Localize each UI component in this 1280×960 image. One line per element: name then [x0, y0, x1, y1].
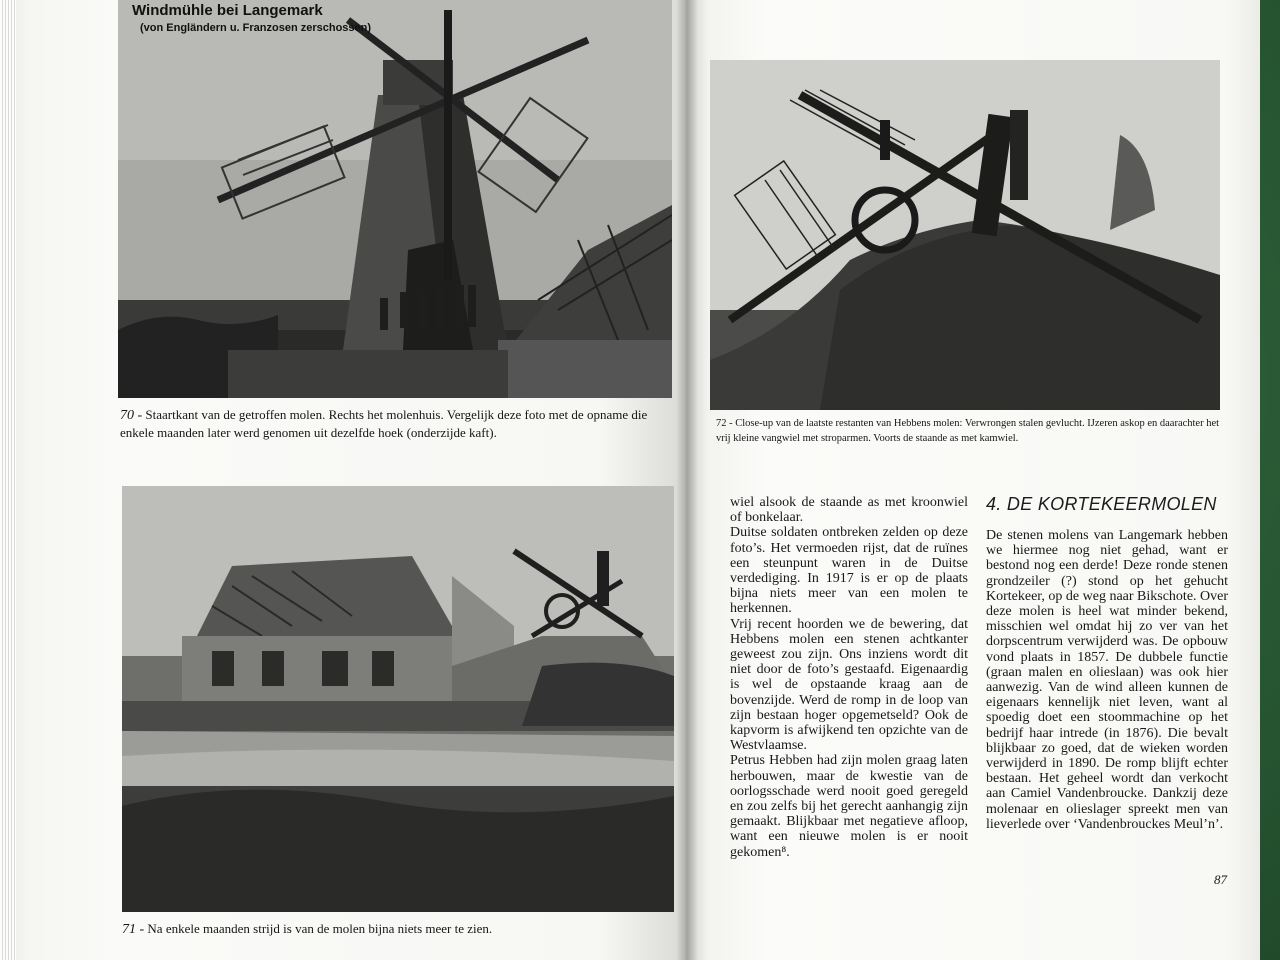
right-page [686, 0, 1260, 960]
text-column-right [986, 528, 1228, 832]
photo-mill-remnants-closeup [710, 60, 1220, 410]
caption-text: Close-up van de laatste restanten van Hebbens molen: Verwrongen stalen gevlucht. IJzeren askop en daarachter het vrij kleine vangwiel met stroparmen. Voorts de staande as met kamwiel. [716, 418, 1220, 444]
photo-windmill-tail-side [118, 0, 672, 398]
caption-text: Staartkant van de getroffen molen. Rechts het molenhuis. Vergelijk deze foto met de opname die enkele maanden later werd genomen uit dezelfde hoek (onderzijde kaft). [120, 407, 648, 440]
paragraph: Duitse soldaten ontbreken zelden op deze foto’s. Het vermoeden rijst, dat de ruïnes een steunpunt waren in de Duitse verdediging. In 1917 is er op de plaats bijna niets meer van een molen te herkennen. [730, 525, 968, 617]
page-number: 87 [1214, 872, 1227, 887]
section-heading: 4. DE KORTEKEERMOLEN [986, 494, 1217, 514]
paragraph: Petrus Hebben had zijn molen graag laten herbouwen, maar de kwestie van de oorlogsschade werd nooit goed geregeld en zou zelfs bij het gerecht aanhangig zijn gemaakt. Blijkbaar met negatieve afloop, want een nieuwe molen is er nooit gekomen⁸. [730, 753, 968, 860]
page-edges [0, 0, 16, 960]
caption-number: 72 - [716, 418, 733, 429]
paragraph: De stenen molens van Langemark hebben we hiermee nog niet gehad, want er bestond nog een derde! Deze ronde stenen grondzeiler (?) stond op het gehucht Kortekeer, op de weg naar Bikschote. Over deze molen is heel wat minder bekend, misschien wel omdat hij zo ver van het dorpscentrum verwijderd was. De opbouw vond plaats in 1857. De dubbele functie (graan malen en olieslaan) was ook hier aanwezig. Van de wind alleen kunnen de eigenaars kennelijk niet leven, want al spoedig doet een stoommachine op het bedrijf haar intrede (in 1876). Die bevalt blijkbaar zo goed, dat de wieken worden verwijderd in 1890. De romp blijft echter bestaan. Het geheel wordt dan verkocht aan Camiel Vandenbroucke. Dankzij deze molenaar en olieslager spreekt men van lieverlede over ‘Vandenbrouckes Meul’n’. [986, 528, 1229, 832]
photo-ruined-mill-house [122, 486, 674, 912]
caption-72 [716, 416, 1226, 446]
caption-71 [122, 920, 682, 938]
paragraph: Vrij recent hoorden we de bewering, dat Hebbens molen een stenen achtkanter geweest zou zijn. Ons inziens wordt dit niet door de foto’s gestaafd. Eigenaardig is wel de opstaande kraag aan de bovenzijde. Werd de romp in de loop van zijn bestaan hoger opgemetseld? Ook de kapvorm is afwijkend ten opzichte van de Westvlaamse. [730, 616, 968, 754]
caption-number: 70 - [120, 408, 143, 423]
caption-text: Na enkele maanden strijd is van de molen bijna niets meer te zien. [147, 921, 493, 936]
paragraph: wiel alsook de staande as met kroonwiel of bonkelaar. [730, 495, 968, 526]
caption-number: 71 - [122, 922, 145, 937]
book-spine [676, 0, 698, 960]
photo-postcard-title: Windmühle bei Langemark [132, 2, 323, 19]
text-column-left [730, 495, 968, 860]
photo-postcard-subtitle: (von Engländern u. Franzosen zerschossen) [140, 22, 372, 34]
caption-70 [120, 406, 680, 441]
